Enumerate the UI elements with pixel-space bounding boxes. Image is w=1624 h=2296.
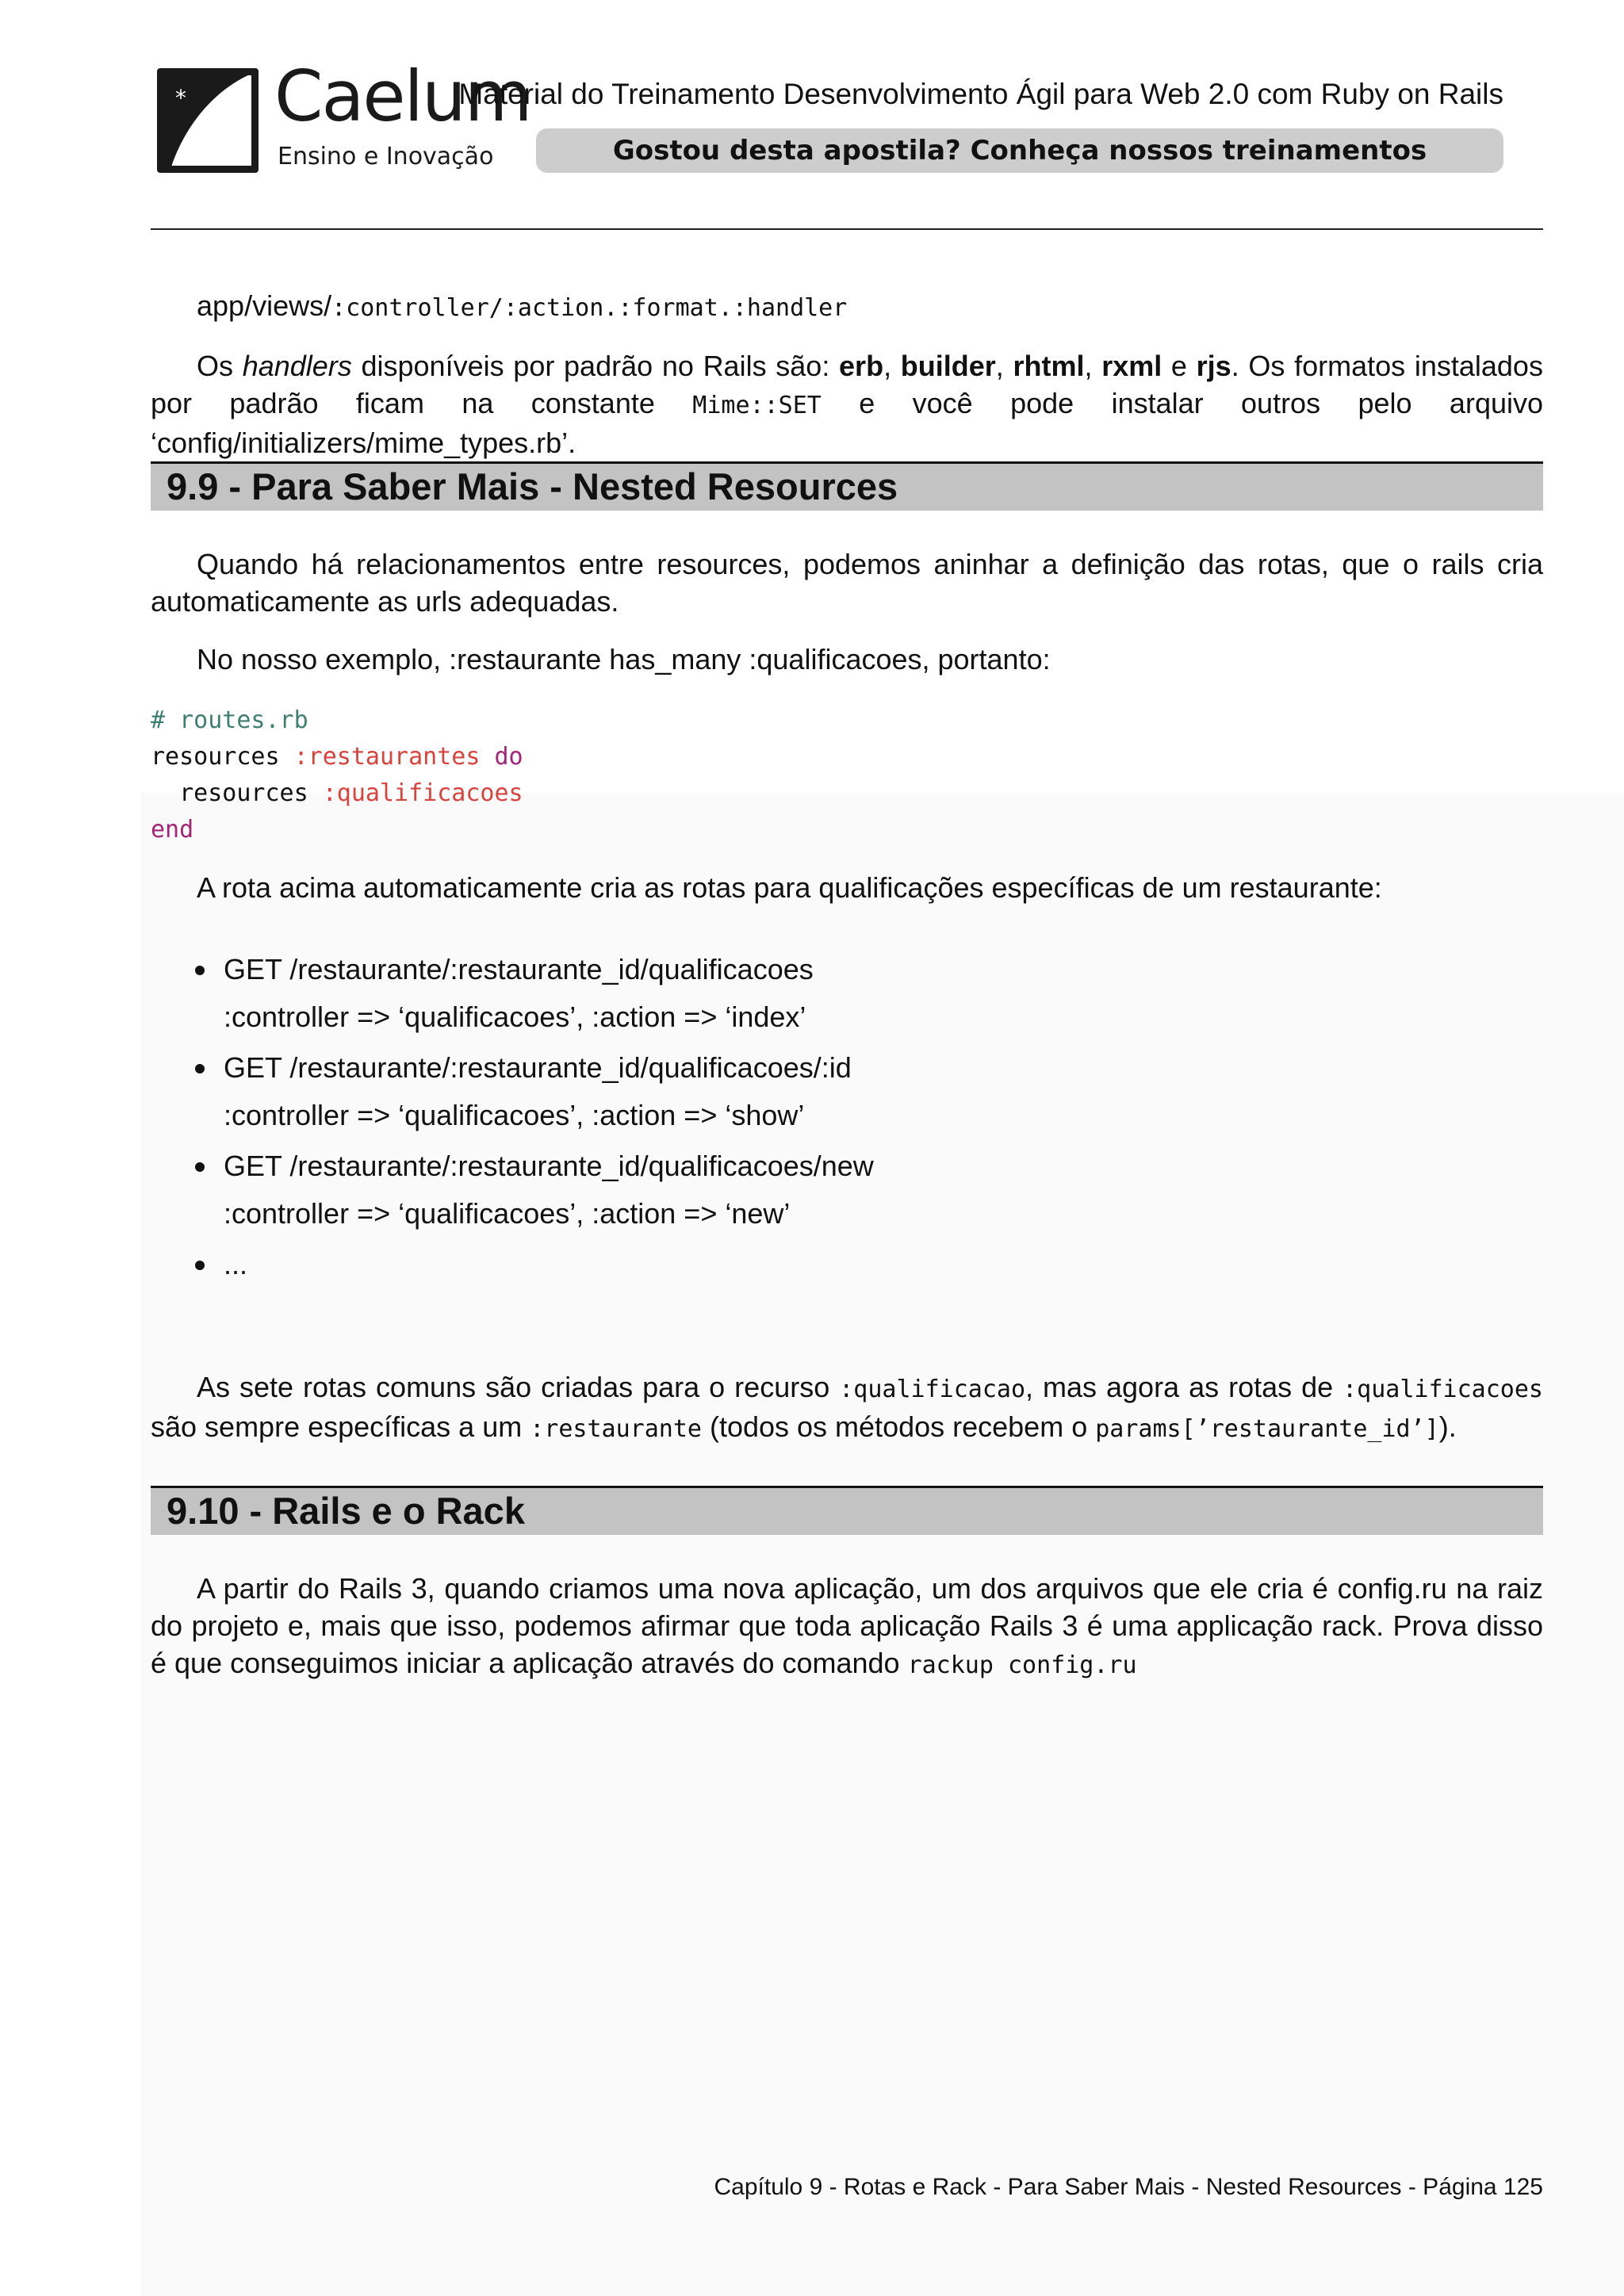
closing-text: (todos os métodos recebem o [701,1410,1096,1443]
handlers-text: e você pode instalar outros pelo arquivo ‘config/initializers/mime_types.rb’. [151,387,1544,459]
list-item [195,1246,874,1283]
section-9-9-closing [151,1368,1543,1448]
route-path: GET /restaurante/:restaurante_id/qualificacoes/:id [224,1051,852,1084]
section-9-10-body [151,1570,1543,1684]
logo-tagline: Ensino e Inovação [278,143,494,170]
route-detail: :controller => ‘qualificacoes’, :action => ‘index’ [224,1001,806,1033]
route-path: ... [224,1248,248,1280]
code-end: end [151,816,194,844]
inline-code: :qualificacao [839,1376,1026,1403]
inline-code: :restaurante [530,1415,702,1443]
routes-code-block [151,702,523,848]
route-detail: :controller => ‘qualificacoes’, :action => ‘new’ [224,1197,791,1230]
closing-text: , mas agora as rotas de [1025,1371,1343,1403]
svg-text:*: * [175,85,186,111]
caelum-logo-mark-icon [157,68,259,173]
closing-text: As sete rotas comuns são criadas para o recurso [197,1371,840,1403]
route-detail: :controller => ‘qualificacoes’, :action => ‘show’ [224,1099,805,1131]
caelum-logo [157,55,531,176]
code-comment: # routes.rb [151,706,308,734]
code-symbol: :restaurantes [293,743,481,771]
handler-rhtml: rhtml [1013,350,1085,382]
section-heading-9-10: 9.10 - Rails e o Rack [151,1486,1543,1535]
view-path-prefix: app/views/ [197,289,332,322]
handler-builder: builder [900,350,996,382]
closing-text: ). [1438,1410,1457,1443]
inline-code: params[’restaurante_id’] [1095,1415,1439,1443]
closing-text: são sempre específicas a um [151,1410,530,1443]
list-item [195,951,874,1035]
routes-list [195,951,874,1283]
intro-block [151,287,1543,461]
material-title: Material do Treinamento Desenvolvimento Ágil para Web 2.0 com Ruby on Rails [458,78,1503,110]
code-keyword: resources [151,743,280,771]
handler-rjs: rjs [1196,350,1231,382]
rack-text: A partir do Rails 3, quando criamos uma nova aplicação, um dos arquivos que ele cria é config.ru na raiz do projeto e, mais que isso, podemos afirmar que toda aplicação Rails 3 é uma applicação rack. Prova disso é que conseguimos iniciar a aplicação através do comando [151,1572,1543,1679]
handler-rxml: rxml [1101,350,1162,382]
bullet-icon [195,1064,205,1073]
rackup-command-code: rackup config.ru [907,1651,1137,1679]
handlers-text: . Os formatos instalados por padrão ficam na constante [151,350,1543,419]
view-path-line [151,287,1543,327]
inline-code: :qualificacoes [1342,1376,1543,1403]
code-keyword: resources [179,779,308,807]
nested-paragraph-4 [151,1368,1543,1448]
code-do: do [494,743,523,771]
bullet-icon [195,1162,205,1172]
nested-paragraph-2: No nosso exemplo, :restaurante has_many :qualificacoes, portanto: [197,643,1051,675]
handlers-text: disponíveis por padrão no Rails são: [351,350,840,382]
mime-set-code: Mime::SET [692,392,822,419]
bullet-icon [195,1261,205,1270]
logo-wordmark: Caelum [274,55,531,137]
view-path-code: :controller/:action.:format.:handler [331,294,848,322]
handlers-text: e [1162,350,1197,382]
section-heading-9-9: 9.9 - Para Saber Mais - Nested Resources [151,461,1543,511]
list-item [195,1050,874,1134]
section-9-9-routes-intro [151,869,1543,906]
header-divider [151,228,1543,230]
section-9-9-intro [151,545,1543,678]
rack-paragraph [151,1570,1543,1684]
bullet-icon [195,966,205,975]
handlers-paragraph: Os handlers disponíveis por padrão no Rails são: erb, builder, rhtml, rxml e rjs. Os formatos instalados por padrão ficam na constante Mime::SET e você pode instalar outros pelo arquivo ‘config/initializers/mime_types.rb’. [151,350,1544,459]
handlers-emphasis: handlers [242,350,352,382]
list-item [195,1148,874,1232]
training-banner-link[interactable]: Gostou desta apostila? Conheça nossos treinamentos [536,128,1503,173]
page-footer: Capítulo 9 - Rotas e Rack - Para Saber Mais - Nested Resources - Página 125 [714,2174,1543,2200]
handler-erb: erb [839,350,884,382]
nested-paragraph-1: Quando há relacionamentos entre resources, podemos aninhar a definição das rotas, que o rails cria automaticamente as urls adequadas. [151,548,1543,618]
nested-paragraph-3: A rota acima automaticamente cria as rotas para qualificações específicas de um restaurante: [197,871,1382,904]
code-symbol: :qualificacoes [322,779,523,807]
handlers-text: Os [197,350,243,382]
route-path: GET /restaurante/:restaurante_id/qualificacoes/new [224,1150,874,1182]
route-path: GET /restaurante/:restaurante_id/qualificacoes [224,953,814,985]
